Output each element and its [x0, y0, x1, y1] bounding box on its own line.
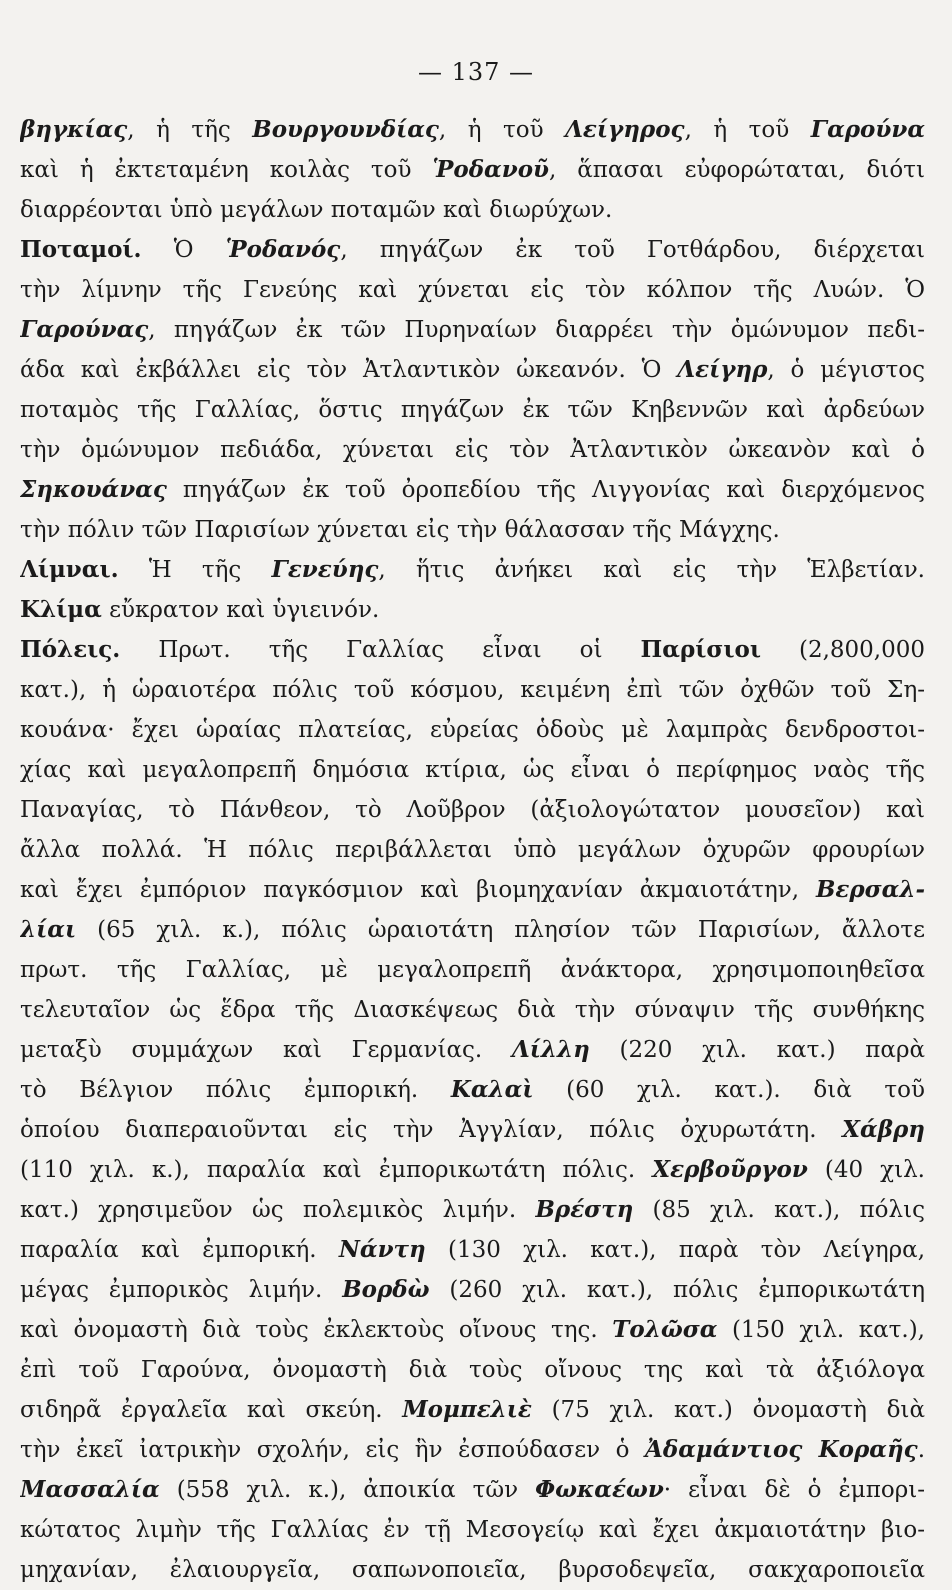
text-line — [20, 1270, 925, 1310]
text-line — [20, 750, 925, 790]
text-segment: Παναγίας, τὸ Πάνθεον, τὸ Λοῦβρον (ἀξιολογώτατον μουσεῖον) καὶ — [20, 797, 925, 823]
text-segment: (130 χιλ. κατ.), παρὰ τὸν Λείγηρα, — [425, 1237, 925, 1263]
text-segment: πηγάζων ἐκ τοῦ ὀροπεδίου τῆς Λιγγονίας καὶ διερχόμενος — [166, 477, 925, 503]
text-segment: κατ.), ἡ ὡραιοτέρα πόλις τοῦ κόσμου, κειμένη ἐπὶ τῶν ὀχθῶν τοῦ Ση- — [20, 677, 925, 703]
proper-name: Μασσαλία — [20, 1476, 160, 1503]
text-segment: διαρρέονται ὑπὸ μεγάλων ποταμῶν καὶ διωρύχων. — [20, 197, 613, 223]
text-segment: μηχανίαν, ἐλαιουργεῖα, σαπωνοποιεῖα, βυρσοδεψεῖα, σακχαροποιεῖα — [20, 1557, 925, 1583]
text-segment: , ἅπασαι εὐφορώταται, διότι — [549, 157, 925, 183]
text-line — [20, 1150, 925, 1190]
text-line — [20, 390, 925, 430]
text-line — [20, 1030, 925, 1070]
text-segment: , πηγάζων ἐκ τοῦ Γοτθάρδου, διέρχεται — [340, 237, 925, 263]
text-segment: μέγας ἐμπορικὸς λιμήν. — [20, 1277, 343, 1303]
text-segment: καὶ ὀνομαστὴ διὰ τοὺς ἐκλεκτοὺς οἴνους της. — [20, 1317, 613, 1343]
text-segment: τὴν λίμνην τῆς Γενεύης καὶ χύνεται εἰς τὸν κόλπον τῆς Λυών. Ὁ — [20, 277, 925, 303]
text-segment: πρωτ. τῆς Γαλλίας, μὲ μεγαλοπρεπῆ ἀνάκτορα, χρησιμοποιηθεῖσα — [20, 957, 925, 983]
text-segment: , ὁ μέγιστος — [767, 357, 925, 383]
text-line — [20, 1230, 925, 1270]
text-segment: χίας καὶ μεγαλοπρεπῆ δημόσια κτίρια, ὡς εἶναι ὁ περίφημος ναὸς τῆς — [20, 757, 925, 783]
text-segment: (110 χιλ. κ.), παραλία καὶ ἐμπορικωτάτη πόλις. — [20, 1157, 653, 1183]
proper-name: λίαι — [20, 916, 77, 943]
text-segment: (558 χιλ. κ.), ἀποικία τῶν — [159, 1477, 536, 1503]
text-line — [20, 430, 925, 470]
proper-name: Χάβρη — [842, 1116, 925, 1143]
text-line — [20, 190, 925, 230]
text-segment: εὔκρατον καὶ ὑγιεινόν. — [101, 597, 380, 623]
text-segment: . — [917, 1437, 925, 1463]
proper-name: Βρέστη — [535, 1196, 634, 1223]
text-segment: ἐπὶ τοῦ Γαρούνα, ὀνομαστὴ διὰ τοὺς οἴνους της καὶ τὰ ἀξιόλογα — [20, 1357, 925, 1383]
text-line — [20, 990, 925, 1030]
text-line — [20, 590, 925, 630]
proper-name: Γενεύης — [271, 556, 379, 583]
text-line — [20, 1190, 925, 1230]
text-segment: (75 χιλ. κατ.) ὀνομαστὴ διὰ — [531, 1397, 925, 1423]
text-line — [20, 1550, 925, 1590]
text-segment: τὴν ἐκεῖ ἰατρικὴν σχολήν, εἰς ἣν ἐσπούδασεν ὁ — [20, 1437, 646, 1463]
text-segment: τὸ Βέλγιον πόλις ἐμπορική. — [20, 1077, 451, 1103]
text-segment: (40 χιλ. — [807, 1157, 925, 1183]
proper-name: Βερσαλ- — [815, 876, 925, 903]
text-line — [20, 670, 925, 710]
proper-name: Λίλλη — [511, 1036, 590, 1063]
text-line — [20, 550, 925, 590]
section-heading: Κλίμα — [20, 596, 102, 623]
text-line — [20, 790, 925, 830]
proper-name: Σηκουάνας — [20, 476, 167, 503]
text-segment: , ἥτις ἀνήκει καὶ εἰς τὴν Ἑλβετίαν. — [378, 557, 925, 583]
text-line — [20, 1350, 925, 1390]
text-segment: Ἡ τῆς — [118, 557, 272, 583]
text-line — [20, 110, 925, 150]
proper-name: Γαρούνας — [20, 316, 149, 343]
text-segment: ποταμὸς τῆς Γαλλίας, ὅστις πηγάζων ἐκ τῶν Κηβεννῶν καὶ ἀρδεύων — [20, 397, 925, 423]
text-line — [20, 230, 925, 270]
page-number: — 137 — — [417, 58, 535, 86]
proper-name: Ῥοδανός — [225, 236, 341, 263]
text-segment: · εἶναι δὲ ὁ ἐμπορι- — [663, 1477, 925, 1503]
proper-name: Καλαὶ — [450, 1076, 534, 1103]
text-line — [20, 1470, 925, 1510]
text-segment: σιδηρᾶ ἐργαλεῖα καὶ σκεύη. — [20, 1397, 403, 1423]
section-heading: Παρίσιοι — [640, 636, 761, 663]
proper-name: Φωκαέων — [535, 1476, 664, 1503]
text-line — [20, 150, 925, 190]
text-segment: (150 χιλ. κατ.), — [717, 1317, 925, 1343]
proper-name: Λείγηρος — [565, 116, 685, 143]
text-segment: καὶ ἡ ἐκτεταμένη κοιλὰς τοῦ — [20, 157, 433, 183]
text-segment: Πρωτ. τῆς Γαλλίας εἶναι οἱ — [120, 637, 641, 663]
text-body — [20, 110, 925, 1590]
text-segment: (260 χιλ. κατ.), πόλις ἐμπορικωτάτη — [429, 1277, 925, 1303]
text-segment: τελευταῖον ὡς ἕδρα τῆς Διασκέψεως διὰ τὴν σύναψιν τῆς συνθήκης — [20, 997, 925, 1023]
text-line — [20, 910, 925, 950]
proper-name: Βορδὼ — [342, 1276, 430, 1303]
text-line — [20, 1070, 925, 1110]
text-line — [20, 710, 925, 750]
text-segment: (85 χιλ. κατ.), πόλις — [633, 1197, 925, 1223]
text-segment: (60 χιλ. κατ.). διὰ τοῦ — [533, 1077, 925, 1103]
proper-name: Τολῶσα — [612, 1316, 718, 1343]
text-line — [20, 950, 925, 990]
text-segment: , ἡ τοῦ — [684, 117, 811, 143]
text-line — [20, 270, 925, 310]
text-segment: (220 χιλ. κατ.) παρὰ — [589, 1037, 925, 1063]
text-segment: , πηγάζων ἐκ τῶν Πυρηναίων διαρρέει τὴν ὁμώνυμον πεδι- — [148, 317, 925, 343]
text-line — [20, 510, 925, 550]
text-line — [20, 1310, 925, 1350]
text-segment: μεταξὺ συμμάχων καὶ Γερμανίας. — [20, 1037, 512, 1063]
proper-name: Χερβοῦργον — [652, 1156, 808, 1183]
proper-name: Νάντη — [338, 1236, 426, 1263]
text-segment: τὴν ὁμώνυμον πεδιάδα, χύνεται εἰς τὸν Ἀτλαντικὸν ὠκεανὸν καὶ ὁ — [20, 437, 925, 463]
text-segment: κουάνα· ἔχει ὡραίας πλατείας, εὐρείας ὁδοὺς μὲ λαμπρὰς δενδροστοι- — [20, 717, 925, 743]
text-line — [20, 1390, 925, 1430]
text-segment: άδα καὶ ἐκβάλλει εἰς τὸν Ἀτλαντικὸν ὠκεανόν. Ὁ — [20, 357, 678, 383]
text-segment: , ἡ τῆς — [127, 117, 253, 143]
proper-name: Ῥοδανοῦ — [432, 156, 550, 183]
text-line — [20, 310, 925, 350]
text-segment: τὴν πόλιν τῶν Παρισίων χύνεται εἰς τὴν θάλασσαν τῆς Μάγχης. — [20, 517, 780, 543]
text-line — [20, 1510, 925, 1550]
text-line — [20, 830, 925, 870]
proper-name: Βουργουνδίας — [252, 116, 439, 143]
proper-name: Γαρούνα — [810, 116, 925, 143]
text-segment: καὶ ἔχει ἐμπόριον παγκόσμιον καὶ βιομηχανίαν ἀκμαιοτάτην, — [20, 877, 816, 903]
text-line — [20, 470, 925, 510]
proper-name: Ἀδαμάντιος Κοραῆς — [645, 1436, 918, 1463]
text-segment: ἄλλα πολλά. Ἡ πόλις περιβάλλεται ὑπὸ μεγάλων ὀχυρῶν φρουρίων — [20, 837, 925, 863]
text-segment: Ὁ — [141, 237, 226, 263]
section-heading: Λίμναι. — [20, 556, 119, 583]
text-segment: παραλία καὶ ἐμπορική. — [20, 1237, 339, 1263]
text-line — [20, 870, 925, 910]
text-segment: κατ.) χρησιμεῦον ὡς πολεμικὸς λιμήν. — [20, 1197, 536, 1223]
text-line — [20, 630, 925, 670]
proper-name: Λείγηρ — [677, 356, 768, 383]
text-segment: κώτατος λιμὴν τῆς Γαλλίας ἐν τῇ Μεσογείῳ καὶ ἔχει ἀκμαιοτάτην βιο- — [20, 1517, 925, 1543]
text-segment: (2,800,000 — [760, 637, 925, 663]
text-line — [20, 1110, 925, 1150]
text-segment: (65 χιλ. κ.), πόλις ὡραιοτάτη πλησίον τῶν Παρισίων, ἄλλοτε — [76, 917, 925, 943]
section-heading: Ποταμοί. — [20, 236, 142, 263]
text-line — [20, 350, 925, 390]
text-segment: ὁποίου διαπεραιοῦνται εἰς τὴν Ἀγγλίαν, πόλις ὀχυρωτάτη. — [20, 1117, 843, 1143]
proper-name: Μομπελιὲ — [402, 1396, 532, 1423]
proper-name: βηγκίας — [20, 116, 128, 143]
section-heading: Πόλεις. — [20, 636, 121, 663]
text-segment: , ἡ τοῦ — [438, 117, 566, 143]
text-line — [20, 1430, 925, 1470]
